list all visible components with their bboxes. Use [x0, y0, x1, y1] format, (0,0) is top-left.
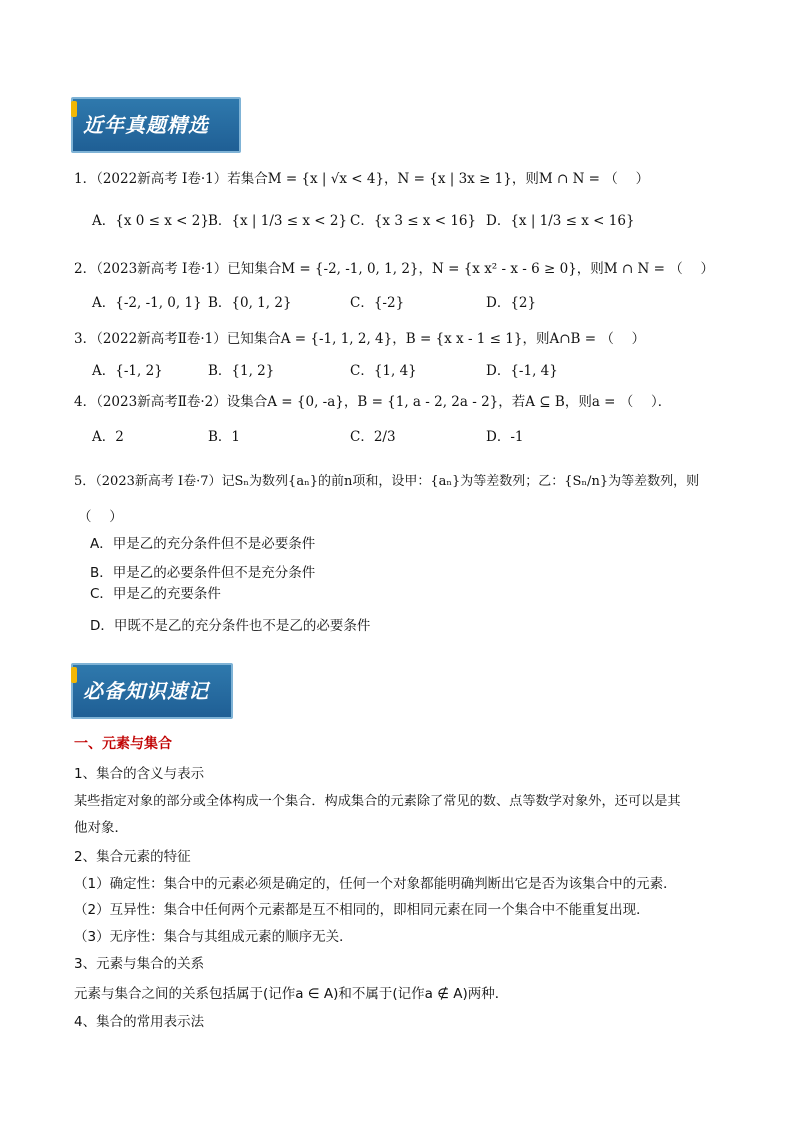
paragraph-set-definition-line2: 他对象．: [74, 820, 128, 836]
banner-accent: [71, 101, 77, 117]
q3-option-d: D．{-1, 4}: [486, 363, 558, 379]
q2-option-d: D．{2}: [486, 295, 537, 311]
section-heading-elements-and-sets: 一、元素与集合: [74, 736, 172, 752]
banner-title: 近年真题精选: [83, 113, 209, 137]
subheading-element-set-relation: 3、元素与集合的关系: [74, 956, 205, 972]
subheading-representation: 4、集合的常用表示法: [74, 1014, 205, 1030]
question-4-stem: 4．（2023新高考Ⅱ卷·2）设集合A = {0, -a}，B = {1, a - 2, 2a - 2}，若A ⊆ B，则a = （ ）．: [74, 394, 672, 410]
q4-option-b: B．1: [208, 429, 241, 445]
question-1-stem: 1．（2022新高考 Ⅰ卷·1）若集合M = {x | √x < 4}，N = {x | 3x ≥ 1}，则M ∩ N = （ ）: [74, 171, 650, 187]
q2-option-c: C．{-2}: [350, 295, 405, 311]
q5-option-a: A．甲是乙的充分条件但不是必要条件: [90, 536, 316, 552]
q5-option-c: C．甲是乙的充要条件: [90, 586, 221, 602]
q4-option-a: A．2: [92, 429, 124, 445]
banner-title: 必备知识速记: [83, 679, 209, 703]
section-banner-key-knowledge: [71, 663, 233, 719]
q1-option-a: A．{x 0 ≤ x < 2}: [92, 213, 209, 229]
q4-option-d: D．-1: [486, 429, 524, 445]
section-banner-recent-exams: [71, 97, 241, 153]
q1-option-b: B．{x | 1/3 ≤ x < 2}: [208, 213, 348, 229]
feature-determinacy: （1）确定性：集合中的元素必须是确定的，任何一个对象都能明确判断出它是否为该集合中的元素．: [74, 876, 677, 892]
paragraph-membership: 元素与集合之间的关系包括属于(记作a ∈ A)和不属于(记作a ∉ A)两种．: [74, 986, 509, 1002]
q2-option-a: A．{-2, -1, 0, 1}: [92, 295, 202, 311]
q3-option-b: B．{1, 2}: [208, 363, 275, 379]
question-5-stem: 5．（2023新高考 Ⅰ卷·7）记Sₙ为数列{aₙ}的前n项和，设甲：{aₙ}为等差数列；乙：{Sₙ/n}为等差数列，则: [74, 474, 700, 489]
feature-distinctness: （2）互异性：集合中任何两个元素都是互不相同的，即相同元素在同一个集合中不能重复出现．: [74, 902, 650, 918]
q1-option-d: D．{x | 1/3 ≤ x < 16}: [486, 213, 635, 229]
paragraph-set-definition-line1: 某些指定对象的部分或全体构成一个集合．构成集合的元素除了常见的数、点等数学对象外，还可以是其: [74, 794, 681, 809]
question-3-stem: 3．（2022新高考Ⅱ卷·1）已知集合A = {-1, 1, 2, 4}，B = {x x - 1 ≤ 1}，则A∩B = （ ）: [74, 331, 646, 347]
question-5-answer-blank: （ ）: [78, 509, 123, 525]
q1-option-c: C．{x 3 ≤ x < 16}: [350, 213, 477, 229]
question-2-stem: 2．（2023新高考 Ⅰ卷·1）已知集合M = {-2, -1, 0, 1, 2}，N = {x x² - x - 6 ≥ 0}，则M ∩ N = （ ）: [74, 261, 714, 277]
q4-option-c: C．2/3: [350, 429, 396, 445]
q5-option-d: D．甲既不是乙的充分条件也不是乙的必要条件: [90, 618, 371, 634]
q5-option-b: B．甲是乙的必要条件但不是充分条件: [90, 565, 316, 581]
feature-unordered: （3）无序性：集合与其组成元素的顺序无关．: [74, 929, 353, 945]
q2-option-b: B．{0, 1, 2}: [208, 295, 292, 311]
banner-accent: [71, 667, 77, 683]
q3-option-a: A．{-1, 2}: [92, 363, 163, 379]
subheading-set-meaning: 1、集合的含义与表示: [74, 766, 205, 782]
subheading-element-features: 2、集合元素的特征: [74, 849, 191, 865]
q3-option-c: C．{1, 4}: [350, 363, 417, 379]
